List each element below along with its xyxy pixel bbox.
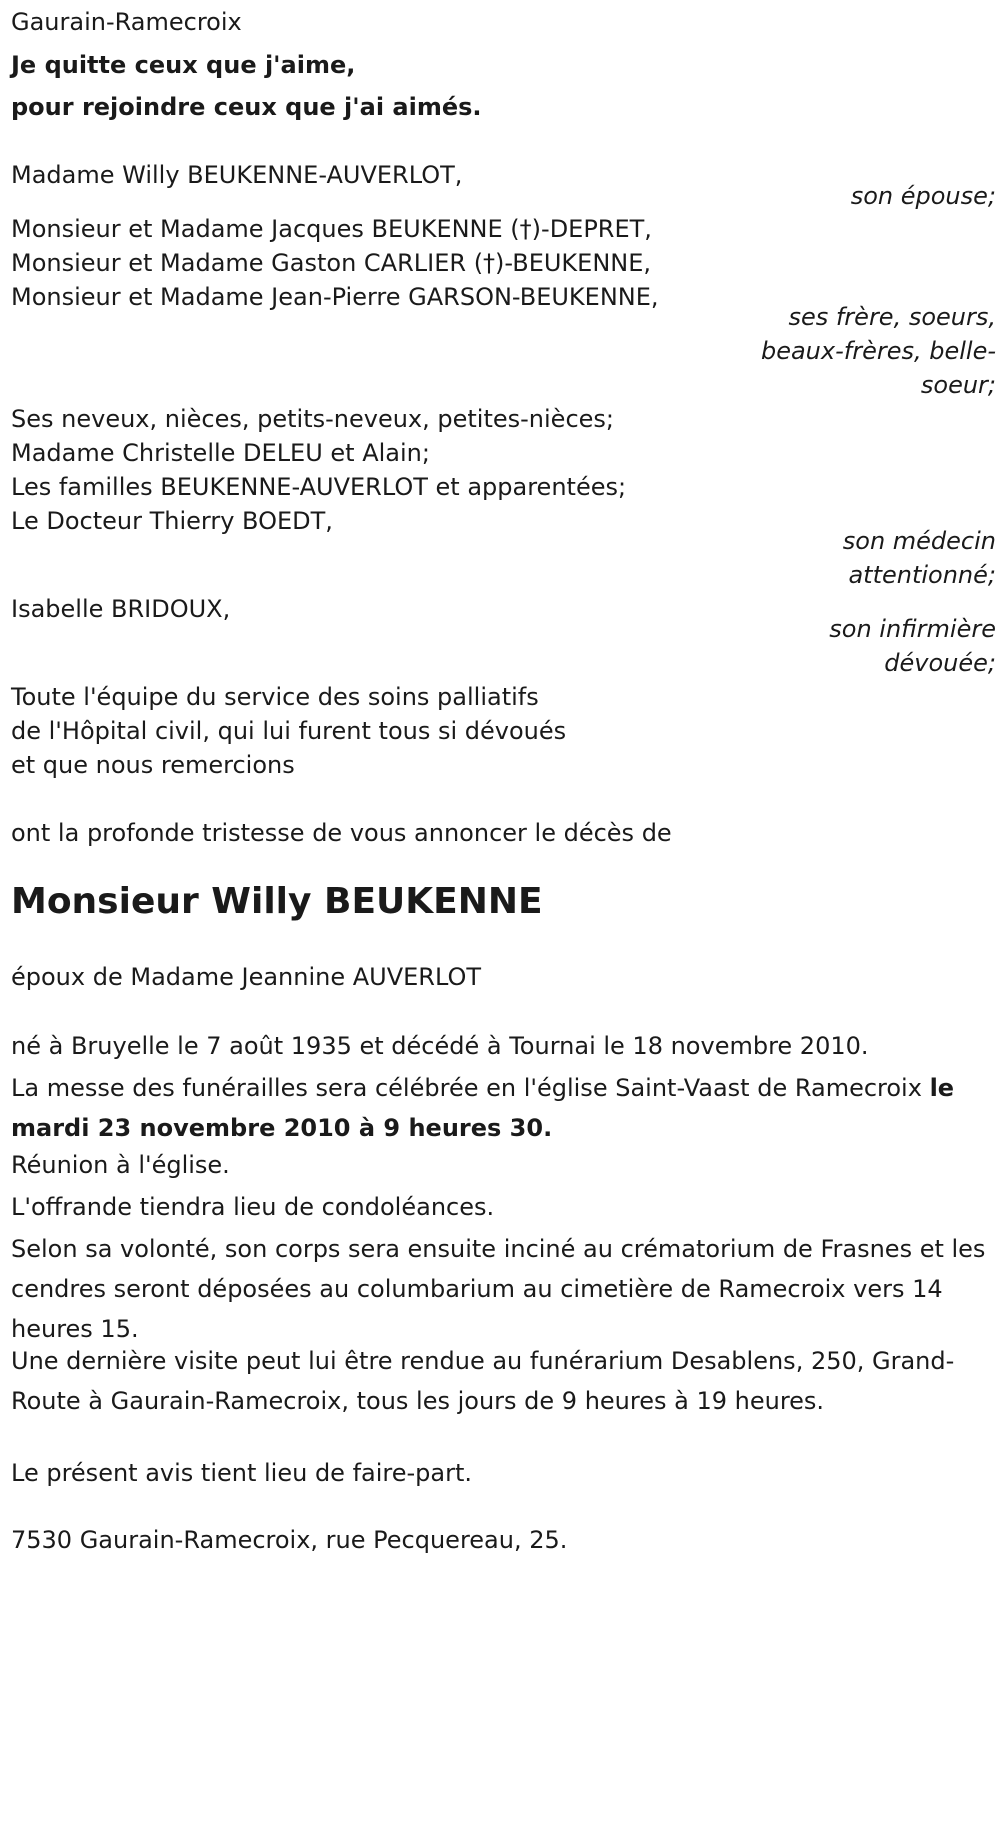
- notice: Le présent avis tient lieu de faire-part.: [11, 1459, 473, 1487]
- sibling-3: Monsieur et Madame Jean-Pierre GARSON-BEUKENNE,: [11, 283, 659, 311]
- meeting: Réunion à l'église.: [11, 1151, 230, 1179]
- siblings-relation-line-2: beaux-frères, belle-: [760, 337, 996, 365]
- sibling-1: Monsieur et Madame Jacques BEUKENNE (†)-DEPRET,: [11, 215, 652, 243]
- others-line-2: Madame Christelle DELEU et Alain;: [11, 439, 430, 467]
- quote-line-2: pour rejoindre ceux que j'ai aimés.: [11, 93, 482, 121]
- doctor-name: Le Docteur Thierry BOEDT,: [11, 507, 333, 535]
- team-line-2: de l'Hôpital civil, qui lui furent tous si dévoués: [11, 717, 567, 745]
- location-header: Gaurain-Ramecroix: [11, 8, 242, 36]
- spouse-relation: son épouse;: [850, 182, 996, 210]
- birth-death: né à Bruyelle le 7 août 1935 et décédé à Tournai le 18 novembre 2010.: [11, 1032, 869, 1060]
- team-line-1: Toute l'équipe du service des soins palliatifs: [11, 683, 539, 711]
- mass-info: [11, 1068, 986, 1148]
- nurse-name: Isabelle BRIDOUX,: [11, 595, 231, 623]
- sibling-2: Monsieur et Madame Gaston CARLIER (†)-BEUKENNE,: [11, 249, 652, 277]
- address: 7530 Gaurain-Ramecroix, rue Pecquereau, 25.: [11, 1526, 568, 1554]
- offering: L'offrande tiendra lieu de condoléances.: [11, 1193, 495, 1221]
- spouse-name: Madame Willy BEUKENNE-AUVERLOT,: [11, 161, 463, 189]
- visit-info: Une dernière visite peut lui être rendue au funérarium Desablens, 250, Grand-Route à Gaurain-Ramecroix, tous les jours de 9 heures à 19 heures.: [11, 1347, 955, 1415]
- siblings-relation-line-1: ses frère, soeurs,: [788, 303, 996, 331]
- deceased-name: Monsieur Willy BEUKENNE: [11, 881, 543, 922]
- mass-date: le mardi 23 novembre 2010 à 9 heures 30.: [11, 1074, 955, 1142]
- doctor-relation-line-1: son médecin: [842, 527, 996, 555]
- team-line-3: et que nous remercions: [11, 751, 295, 779]
- nurse-relation-line-1: son infirmière: [829, 615, 996, 643]
- cremation: Selon sa volonté, son corps sera ensuite inciné au crématorium de Frasnes et les cendres seront déposées au columbarium au cimetière de Ramecroix vers 14 heures 15.: [11, 1235, 986, 1343]
- mass-text: La messe des funérailles sera célébrée en l'église Saint-Vaast de Ramecroix: [11, 1074, 930, 1102]
- deceased-spouse-of: époux de Madame Jeannine AUVERLOT: [11, 963, 482, 991]
- nurse-relation-line-2: dévouée;: [884, 649, 996, 677]
- siblings-relation-line-3: soeur;: [920, 371, 996, 399]
- announcement: ont la profonde tristesse de vous annoncer le décès de: [11, 819, 672, 847]
- doctor-relation-line-2: attentionné;: [848, 561, 996, 589]
- others-line-3: Les familles BEUKENNE-AUVERLOT et apparentées;: [11, 473, 627, 501]
- others-line-1: Ses neveux, nièces, petits-neveux, petites-nièces;: [11, 405, 614, 433]
- quote-line-1: Je quitte ceux que j'aime,: [11, 51, 356, 79]
- obituary-notice: [11, 0, 996, 1837]
